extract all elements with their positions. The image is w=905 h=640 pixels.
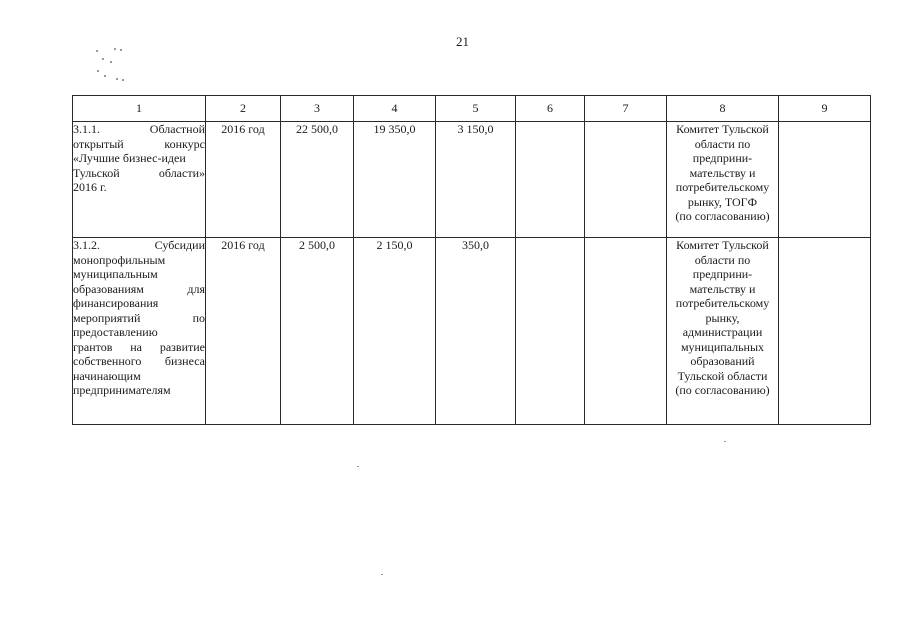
amount-cell-col4: 2 150,0 [354, 238, 436, 425]
executor-line: Тульской области [677, 368, 768, 383]
amount-cell-col6 [516, 122, 585, 238]
executor-line: рынку, ТОГФ [687, 194, 758, 209]
executor-line: мательству и [689, 165, 756, 180]
scan-noise-marks [92, 48, 132, 84]
scan-dot [724, 441, 726, 442]
budget-table [72, 95, 871, 425]
year-cell: 2016 год [206, 238, 281, 425]
page-number: 21 [456, 34, 469, 49]
activity-name-line: грантов на развитие [73, 339, 205, 354]
executor-line: (по согласованию) [675, 383, 770, 397]
executor-line: образований [690, 354, 755, 368]
column-9-cell [779, 122, 871, 238]
column-header: 6 [516, 96, 585, 122]
amount-cell-col5: 3 150,0 [436, 122, 516, 238]
executor-line: администрации [682, 325, 763, 339]
activity-name-line: открытый конкурс [73, 136, 205, 151]
activity-name-line: предоставлению [73, 325, 158, 339]
activity-name-cell [73, 122, 206, 238]
executor-cell [667, 238, 779, 425]
activity-name-line: предпринимателям [73, 383, 171, 397]
executor-line: области по [694, 136, 751, 151]
executor-line: (по согласованию) [675, 209, 770, 223]
executor-line: предприни- [692, 151, 753, 165]
executor-line: предприни- [692, 267, 753, 281]
table-row [73, 238, 871, 425]
activity-name-cell [73, 238, 206, 425]
activity-name-line: мероприятий по [73, 310, 205, 325]
activity-name-line: собственного бизнеса [73, 354, 205, 368]
activity-name-line: 3.1.1. Областной [73, 122, 205, 136]
activity-name-line: 3.1.2. Субсидии [73, 238, 205, 252]
year-cell: 2016 год [206, 122, 281, 238]
scan-dot [357, 466, 359, 467]
activity-name-line: муниципальным [73, 267, 158, 281]
executor-line: муниципальных [680, 339, 765, 354]
column-header: 8 [667, 96, 779, 122]
activity-name-line: «Лучшие бизнес-идеи [73, 151, 186, 165]
activity-name-line: 2016 г. [73, 180, 107, 194]
activity-name-line: образованиям для [73, 281, 205, 296]
amount-cell-col7 [585, 238, 667, 425]
executor-line: рынку, [705, 310, 740, 325]
executor-line: Комитет Тульской [676, 122, 769, 136]
column-header: 1 [73, 96, 206, 122]
activity-name-line: начинающим [73, 368, 141, 383]
executor-line: Комитет Тульской [676, 238, 769, 252]
column-header: 4 [354, 96, 436, 122]
amount-cell-col5: 350,0 [436, 238, 516, 425]
activity-name-line: финансирования [73, 296, 159, 310]
column-header: 5 [436, 96, 516, 122]
amount-cell-col3: 2 500,0 [281, 238, 354, 425]
column-header: 9 [779, 96, 871, 122]
executor-line: потребительскому [675, 180, 770, 194]
amount-cell-col6 [516, 238, 585, 425]
amount-cell-col4: 19 350,0 [354, 122, 436, 238]
activity-name-line: монопрофильным [73, 252, 166, 267]
table-row [73, 122, 871, 238]
scan-dot [381, 574, 383, 575]
column-header: 3 [281, 96, 354, 122]
amount-cell-col3: 22 500,0 [281, 122, 354, 238]
executor-line: потребительскому [675, 296, 770, 310]
amount-cell-col7 [585, 122, 667, 238]
column-header: 2 [206, 96, 281, 122]
executor-line: области по [694, 252, 751, 267]
column-9-cell [779, 238, 871, 425]
executor-line: мательству и [689, 281, 756, 296]
activity-name-line: Тульской области» [73, 165, 205, 180]
table-header-row [73, 96, 871, 122]
executor-cell [667, 122, 779, 238]
column-header: 7 [585, 96, 667, 122]
